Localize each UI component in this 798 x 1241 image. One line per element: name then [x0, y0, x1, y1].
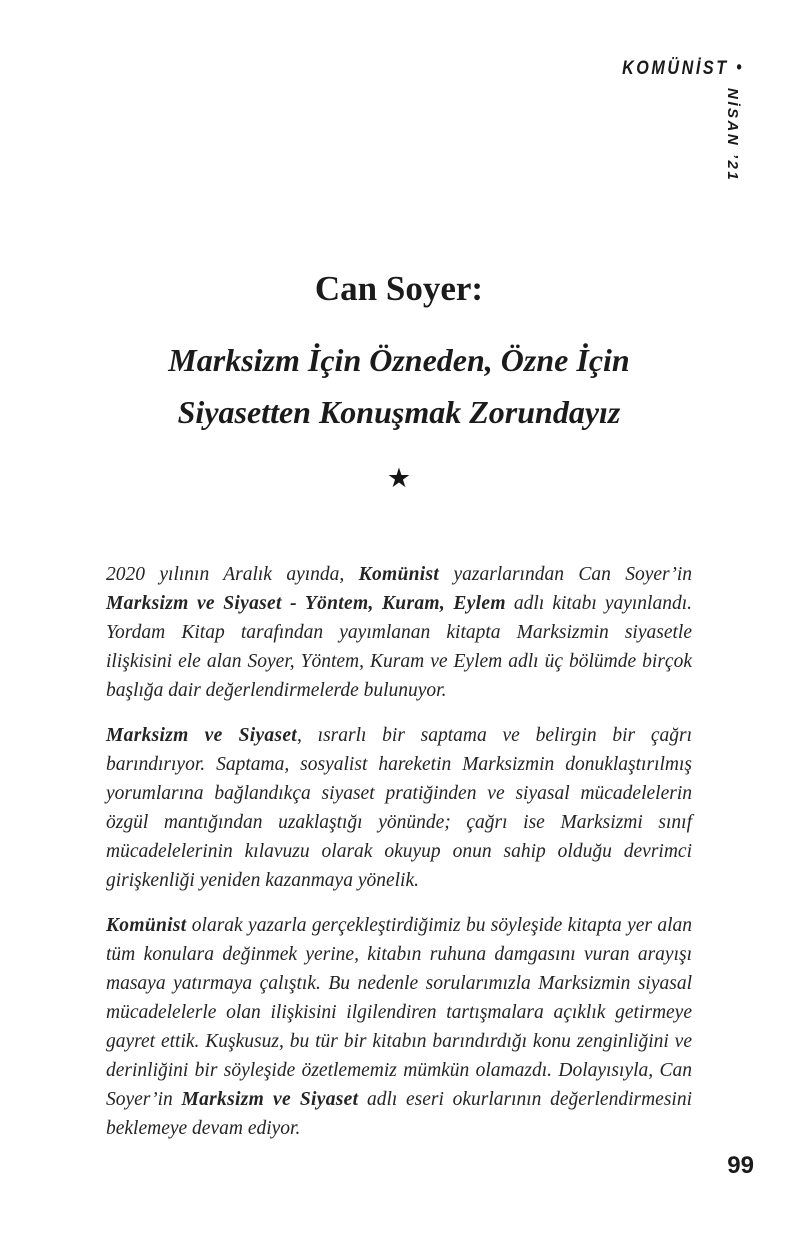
article-kicker: Can Soyer:: [314, 269, 484, 308]
star-divider-icon: ★: [386, 463, 412, 493]
intro-paragraphs: [106, 560, 692, 1159]
bold-text-run: Marksizm ve Siyaset: [181, 1089, 359, 1110]
bold-text-run: Komünist: [106, 915, 187, 936]
text-run: , ısrarlı bir saptama ve belirgin bir çağrı barındırıyor. Saptama, sosyalist hareketin Marksizmin donuklaştırılmış yorumlarına bağlandıkça siyaset pratiğinden ve siyasal mücadelelerin özgül mantığından uzaklaştığı yönünde; çağrı ise Marksizmi sınıf mücadelelerinin kılavuzu olarak okuyup onun sahip olduğu devrimci girişkenliği yeniden kazanmaya yönelik.: [106, 725, 692, 891]
bold-text-run: Marksizm ve Siyaset - Yöntem, Kuram, Eylem: [106, 593, 506, 614]
text-run: adlı eseri okurlarının değerlendirmesini beklemeye devam ediyor.: [106, 1089, 692, 1139]
bullet-icon: •: [736, 57, 742, 77]
bold-text-run: Marksizm ve Siyaset: [106, 725, 298, 746]
intro-paragraph: [106, 911, 692, 1143]
text-run: adlı kitabı yayınlandı. Yordam Kitap tarafından yayımlanan kitapta Marksizmin siyasetle ilişkisini ele alan Soyer, Yöntem, Kuram ve Eylem adlı üç bölümde birçok başlığa dair değerlendirmelerde bulunuyor.: [106, 593, 693, 701]
magazine-masthead: [622, 57, 742, 80]
text-run: olarak yazarla gerçekleştirdiğimiz bu söyleşide kitapta yer alan tüm konulara değinmek yerine, kitabın ruhuna damgasını vuran arayışı masaya yatırmaya çalıştık. Bu nedenle sorularımızla Marksizmin siyasal mücadelelerle olan ilişkisini ilgilendiren tartışmalara açıklık getirmeye gayret ettik. Kuşkusuz, bu tür bir kitabın barındırdığı konu zenginliğini ve derinliğini bir söyleşide özetlememiz mümkün olamazdı. Dolayısıyla, Can Soyer’in: [106, 915, 692, 1110]
bold-text-run: Komünist: [358, 564, 440, 585]
text-run: 2020 yılının Aralık ayında,: [106, 564, 359, 585]
headline-line-2: Siyasetten Konuşmak Zorundayız: [177, 394, 621, 430]
intro-paragraph: [106, 721, 692, 895]
text-run: yazarlarından Can Soyer’in: [439, 564, 692, 585]
intro-paragraph: [106, 560, 692, 705]
issue-date-vertical: NİSAN ’21: [724, 88, 741, 183]
magazine-title: KOMÜNİST: [622, 58, 729, 79]
page-number: 99: [727, 1152, 754, 1179]
article-headline: [0, 334, 798, 438]
headline-line-1: Marksizm İçin Özneden, Özne İçin: [168, 342, 630, 378]
